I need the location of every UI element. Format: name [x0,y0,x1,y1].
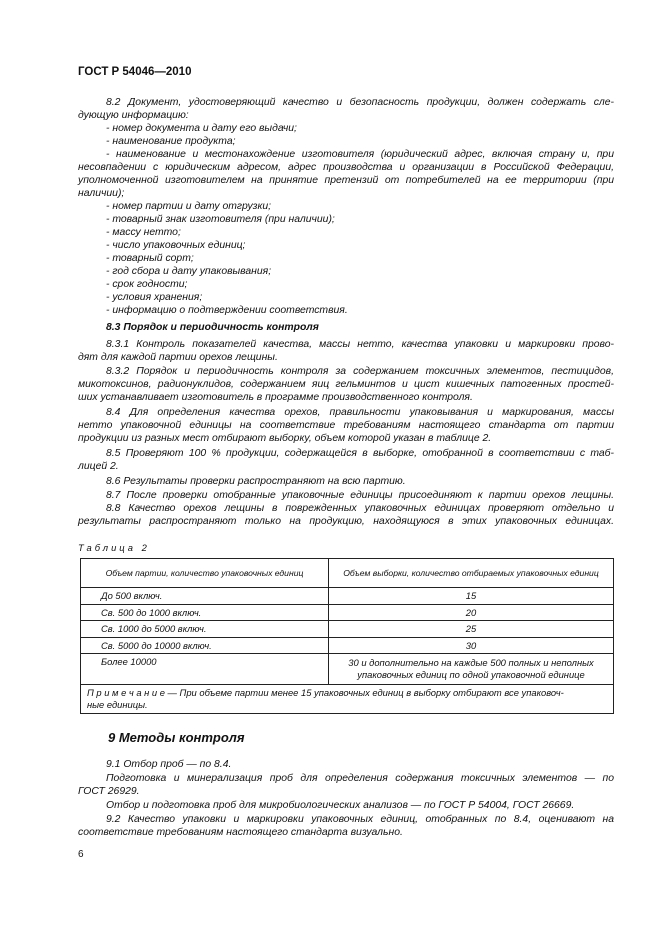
text-line: продукции из разных мест отбирают выборку, объем которой указан в таблице 2. [78,433,492,444]
text-line: 9.1 Отбор проб — по 8.4. [106,759,232,770]
text-line: соответствие требованиям настоящего стандарта визуально. [78,827,403,838]
table-header-lot-size: Объем партии, количество упаковочных единиц [81,559,329,588]
table-note-line: ные единицы. [87,699,148,710]
subsection-heading: 8.3 Порядок и периодичность контроля [106,322,319,333]
text-line: ших устанавливает изготовитель в программе производственного контроля. [78,392,473,403]
text-line: - условия хранения; [106,292,203,303]
text-line: - номер партии и дату отгрузки; [106,201,272,212]
table-row [81,604,614,621]
table-cell-line: упаковочных единиц по одной упаковочной единице [357,669,585,680]
table-cell: До 500 включ. [81,588,329,605]
table-cell: Св. 5000 до 10000 включ. [81,637,329,654]
text-line: дующую информацию: [78,110,189,121]
text-line: - число упаковочных единиц; [106,240,246,251]
text-line: - массу нетто; [106,227,181,238]
text-line: 8.7 После проверки отобранные упаковочные единицы присоединяют к партии орехов лещины. [106,490,614,501]
text-line: микотоксинов, радионуклидов, содержанием яиц гельминтов и цист кишечных патогенных простей- [78,379,614,390]
table-note [81,685,614,714]
text-line: наличии); [78,188,125,199]
text-line: уполномоченной изготовителем на принятие претензий от потребителей на ее территории (при [78,175,614,186]
text-line: - информацию о подтверждении соответствия. [106,305,348,316]
text-line: 9.2 Качество упаковки и маркировки упаковочных единиц, отобранных по 8.4, оценивают на [106,814,614,825]
table-cell: 30 [329,637,614,654]
text-line: - срок годности; [106,279,188,290]
text-line: - год сбора и дату упаковывания; [106,266,272,277]
text-line: - наименование и местонахождение изготовителя (юридический адрес, включая страну и, при [106,149,614,160]
page-number: 6 [78,849,84,860]
text-line: 8.2 Документ, удостоверяющий качество и безопасность продукции, должен содержать сле- [106,97,614,108]
text-line: 8.3.2 Порядок и периодичность контроля за содержанием токсичных элементов, пестицидов, [106,366,614,377]
text-line: нетто упаковочной единицы на соответствие требованиям настоящего стандарта от партии [78,420,614,431]
table-cell: Св. 1000 до 5000 включ. [81,621,329,638]
table-cell: 15 [329,588,614,605]
text-line: - номер документа и дату его выдачи; [106,123,297,134]
section-heading: 9 Методы контроля [108,730,245,745]
text-line: дят для каждой партии орехов лещины. [78,352,278,363]
table-cell-line: 30 и дополнительно на каждые 500 полных и неполных [348,657,594,668]
text-line: - товарный сорт; [106,253,194,264]
table-cell: Св. 500 до 1000 включ. [81,604,329,621]
text-line: - товарный знак изготовителя (при наличии); [106,214,335,225]
document-header: ГОСТ Р 54046—2010 [78,66,192,78]
table-cell: 25 [329,621,614,638]
text-line: - наименование продукта; [106,136,236,147]
table-note-row [81,685,614,714]
table-cell: 20 [329,604,614,621]
text-line: Отбор и подготовка проб для микробиологических анализов — по ГОСТ Р 54004, ГОСТ 26669. [106,800,575,811]
table-2 [80,558,614,714]
table-note-line: П р и м е ч а н и е — При объеме партии менее 15 упаковочных единиц в выборку отбирают все упаковоч- [87,687,564,698]
text-line: Подготовка и минерализация проб для определения содержания токсичных элементов — по [106,773,614,784]
table-cell: Более 10000 [81,654,329,685]
table-cell [329,654,614,685]
table-caption: Таблица 2 [78,542,150,553]
text-line: несовпадении с юридическим адресом, адрес производства и организации в Российской Федерации, [78,162,614,173]
text-line: лицей 2. [78,461,119,472]
table-row [81,621,614,638]
text-line: результаты распространяют только на продукцию, находящуюся в этих упаковочных единицах. [78,516,614,527]
table-header-sample-size: Объем выборки, количество отбираемых упаковочных единиц [329,559,614,588]
table-row [81,637,614,654]
text-line: 8.5 Проверяют 100 % продукции, содержащейся в выборке, отобранной в соответствии с таб- [106,448,614,459]
table-row [81,588,614,605]
text-line: ГОСТ 26929. [78,786,140,797]
text-line: 8.3.1 Контроль показателей качества, массы нетто, качества упаковки и маркировки прово- [106,339,614,350]
text-line: 8.4 Для определения качества орехов, правильности упаковывания и маркирования, массы [106,407,614,418]
text-line: 8.8 Качество орехов лещины в поврежденных упаковочных единицах проверяют отдельно и [106,503,614,514]
table-row [81,654,614,685]
text-line: 8.6 Результаты проверки распространяют на всю партию. [106,476,406,487]
